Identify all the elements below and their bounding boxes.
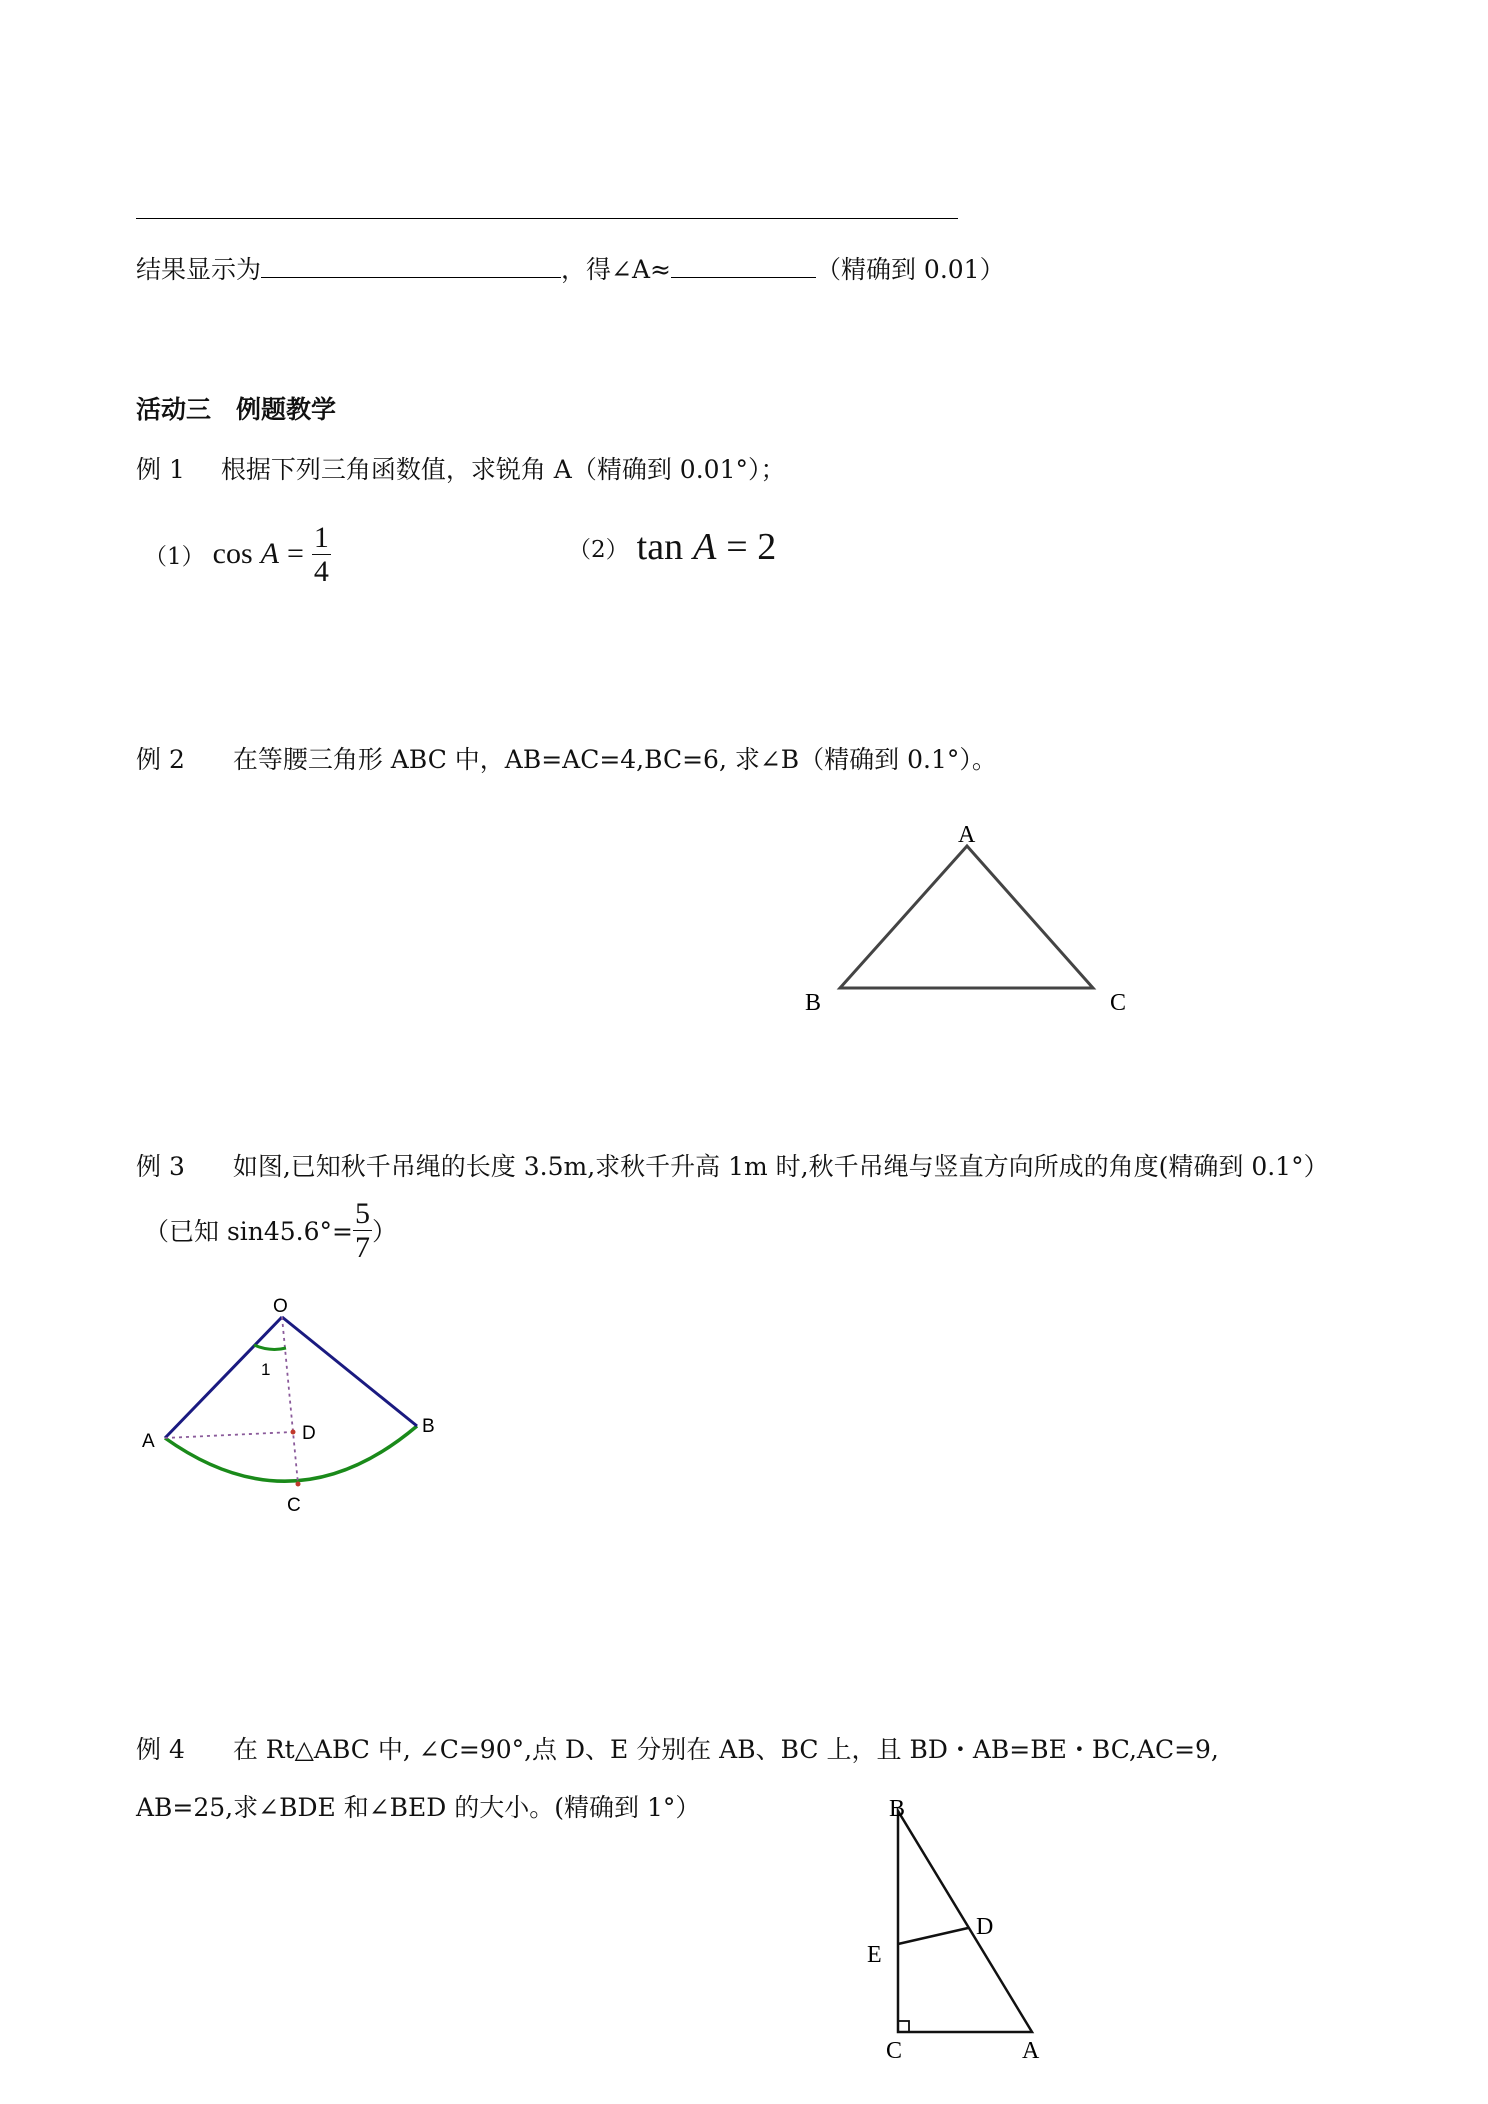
fill-in-prefix: 结果显示为 xyxy=(136,255,262,284)
swing-arc xyxy=(165,1426,417,1481)
point-label-d: D xyxy=(302,1423,316,1444)
example1-part2 xyxy=(568,522,776,572)
example1-statement xyxy=(136,450,785,486)
part2-label: （2） xyxy=(568,536,629,563)
example2-statement xyxy=(136,740,997,776)
angle-blank[interactable] xyxy=(671,255,816,278)
example4-figure xyxy=(855,1790,1095,2080)
result-blank[interactable] xyxy=(261,255,561,278)
fill-in-line xyxy=(136,250,1005,286)
example4-line1: 在 Rt△ABC 中, ∠C=90°,点 D、E 分别在 AB、BC 上，且 BD・AB=BE・BC,AC=9, xyxy=(232,1735,1219,1764)
point-label-b: B xyxy=(422,1416,435,1437)
hint-fraction xyxy=(353,1197,372,1264)
vertical-oc xyxy=(282,1317,298,1484)
example4-line2: AB=25,求∠BDE 和∠BED 的大小。(精确到 1°） xyxy=(136,1793,701,1822)
part1-eq: = xyxy=(286,537,304,570)
example1-part1 xyxy=(144,516,331,592)
part1-var: A xyxy=(260,537,279,570)
example3-hint xyxy=(144,1192,397,1268)
example4-statement-line1 xyxy=(136,1730,1219,1766)
fill-in-middle: ，得∠A≈ xyxy=(561,255,671,284)
point-label-o: O xyxy=(273,1296,288,1317)
right-angle-marker xyxy=(898,2021,909,2032)
example1-label: 例 1 xyxy=(136,455,185,484)
point-c-dot xyxy=(296,1482,301,1487)
part2-eq: = 2 xyxy=(726,526,777,568)
section-title: 活动三 例题教学 xyxy=(136,395,337,424)
part1-label: （1） xyxy=(144,543,205,570)
hint-prefix: （已知 sin45.6°= xyxy=(144,1217,353,1246)
point-d-dot xyxy=(291,1430,296,1435)
fill-in-suffix: （精确到 0.01） xyxy=(815,255,1005,284)
point-label-c: C xyxy=(287,1495,301,1516)
hint-numerator: 5 xyxy=(355,1196,370,1230)
segment-ed xyxy=(898,1928,968,1944)
rope-ob xyxy=(282,1317,417,1426)
hint-denominator: 7 xyxy=(355,1230,370,1264)
hint-suffix: ） xyxy=(372,1217,398,1246)
right-triangle-abc xyxy=(898,1811,1032,2032)
angle-1-arc xyxy=(254,1345,286,1349)
example2-figure xyxy=(780,815,1140,1025)
example2-text: 在等腰三角形 ABC 中，AB=AC=4,BC=6, 求∠B（精确到 0.1°）。 xyxy=(232,745,997,774)
vertex-label-b: B xyxy=(805,990,822,1016)
example2-label: 例 2 xyxy=(136,745,185,774)
part1-numerator: 1 xyxy=(313,520,329,554)
part1-fn: cos xyxy=(212,537,253,570)
example1-text: 根据下列三角函数值，求锐角 A（精确到 0.01°）； xyxy=(220,455,786,484)
example3-statement xyxy=(136,1147,1329,1183)
part2-fn: tan xyxy=(636,526,684,568)
part2-var: A xyxy=(693,526,717,568)
example3-text: 如图,已知秋千吊绳的长度 3.5m,求秋千升高 1m 时,秋千吊绳与竖直方向所成的角度(精确到 0.1°） xyxy=(232,1152,1329,1181)
example3-swing-figure xyxy=(130,1290,470,1520)
vertex-label-c: C xyxy=(1110,990,1127,1016)
point-label-a: A xyxy=(1022,2038,1040,2064)
top-rule xyxy=(136,218,958,219)
part1-fraction xyxy=(312,521,331,588)
vertex-label-a: A xyxy=(958,822,976,848)
point-label-c: C xyxy=(886,2038,903,2064)
point-label-a: A xyxy=(142,1431,155,1452)
horizontal-ad xyxy=(165,1432,293,1438)
part1-denominator: 4 xyxy=(313,554,329,588)
example4-label: 例 4 xyxy=(136,1735,185,1764)
point-label-e: E xyxy=(867,1942,882,1968)
example3-label: 例 3 xyxy=(136,1152,185,1181)
point-label-b: B xyxy=(889,1796,906,1822)
point-label-d: D xyxy=(976,1914,994,1940)
isosceles-triangle xyxy=(840,846,1093,988)
angle-label-1: 1 xyxy=(261,1360,271,1379)
